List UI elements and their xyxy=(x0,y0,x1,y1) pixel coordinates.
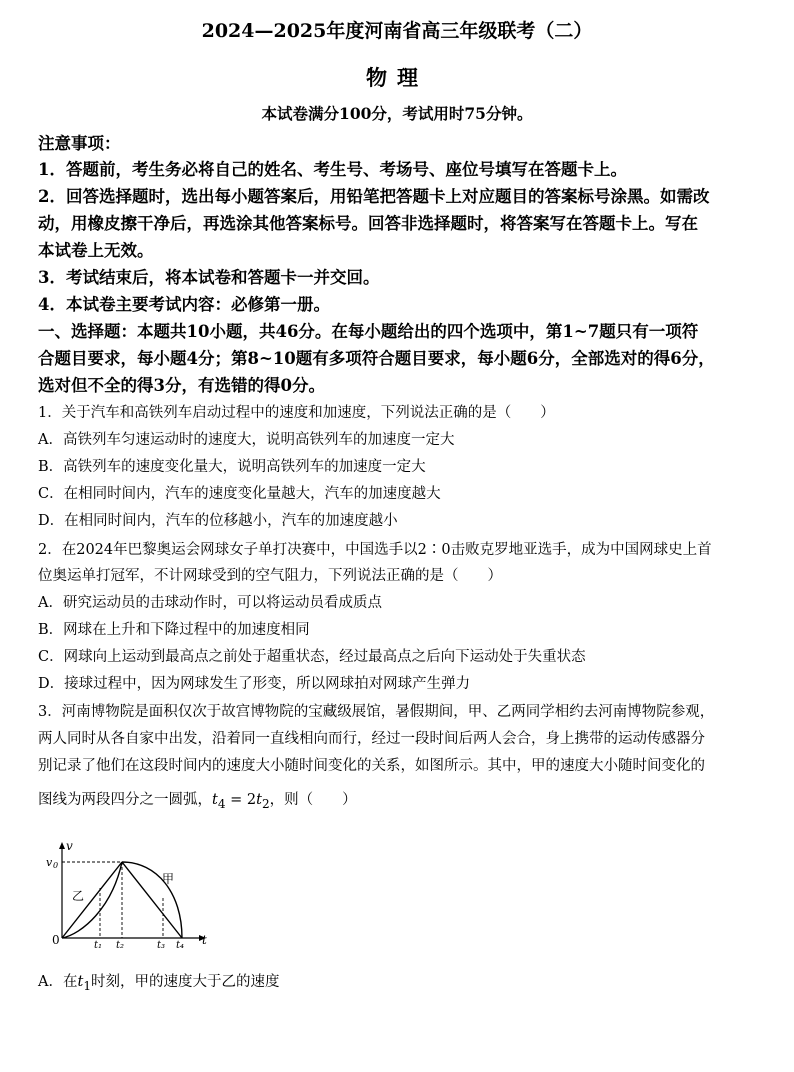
notice-item: 1．答题前，考生务必将自己的姓名、考生号、考场号、座位号填写在答题卡上。 xyxy=(38,160,627,179)
section-instruction: 合题目要求，每小题4分；第8~10题有多项符合题目要求，每小题6分，全部选对的得6分， xyxy=(38,349,715,368)
question-1-option-b: B．高铁列车的速度变化量大，说明高铁列车的加速度一定大 xyxy=(38,459,426,475)
label-jia: 甲 xyxy=(162,872,175,886)
t2-label: t₂ xyxy=(116,940,125,950)
v-axis-label: v xyxy=(66,839,73,853)
exam-info: 本试卷满分100分，考试用时75分钟。 xyxy=(261,104,533,123)
notice-item: 动，用橡皮擦干净后，再选涂其他答案标号。回答非选择题时，将答案写在答题卡上。写在 xyxy=(38,214,698,233)
question-2-option-d: D．接球过程中，因为网球发生了形变，所以网球拍对网球产生弹力 xyxy=(38,676,471,692)
question-2-stem: 位奥运单打冠军，不计网球受到的空气阻力，下列说法正确的是（ ） xyxy=(38,568,502,584)
question-3-stem: 3．河南博物院是面积仅次于故宫博物院的宝藏级展馆，暑假期间，甲、乙两同学相约去河南博物院参观， xyxy=(38,704,715,720)
t1-label: t₁ xyxy=(94,940,103,950)
section-instruction: 选对但不全的得3分，有选错的得0分。 xyxy=(38,376,325,395)
subject-title: 物理 xyxy=(366,65,428,90)
notice-item: 4．本试卷主要考试内容：必修第一册。 xyxy=(38,295,330,314)
notice-heading: 注意事项： xyxy=(38,134,121,153)
notice-item: 3．考试结束后，将本试卷和答题卡一并交回。 xyxy=(38,268,380,287)
question-3-option-a: A．在$t_1$时刻，甲的速度大于乙的速度 xyxy=(38,974,280,993)
section-instruction: 一、选择题：本题共10小题，共46分。在每小题给出的四个选项中，第1~7题只有一项符 xyxy=(38,322,699,341)
question-1-option-c: C．在相同时间内，汽车的速度变化量越大，汽车的加速度越大 xyxy=(38,486,441,502)
t-axis-label: t xyxy=(202,933,207,947)
question-2-option-a: A．研究运动员的击球动作时，可以将运动员看成质点 xyxy=(38,595,382,611)
v0-sub-label: 0 xyxy=(53,861,59,870)
t3-label: t₃ xyxy=(157,940,166,950)
question-3-stem: 别记录了他们在这段时间内的速度大小随时间变化的关系，如图所示。其中，甲的速度大小随时间变化的 xyxy=(38,758,705,774)
label-yi: 乙 xyxy=(72,889,85,903)
exam-title: 2024—2025年度河南省高三年级联考（二） xyxy=(201,20,593,42)
question-1-option-a: A．高铁列车匀速运动时的速度大，说明高铁列车的加速度一定大 xyxy=(38,432,455,448)
question-3-stem-last: 图线为两段四分之一圆弧，$t_4 = 2t_2$，则（ ） xyxy=(38,792,357,811)
v0-label: v xyxy=(46,856,53,869)
question-1-option-d: D．在相同时间内，汽车的位移越小，汽车的加速度越小 xyxy=(38,513,398,529)
notice-item: 2．回答选择题时，选出每小题答案后，用铅笔把答题卡上对应题目的答案标号涂黑。如需改 xyxy=(38,187,710,206)
t4-label: t₄ xyxy=(176,940,185,950)
question-2-option-b: B．网球在上升和下降过程中的加速度相同 xyxy=(38,622,310,638)
origin-label: 0 xyxy=(52,933,60,947)
velocity-time-graph xyxy=(42,838,232,950)
question-1-stem: 1．关于汽车和高铁列车启动过程中的速度和加速度，下列说法正确的是（ ） xyxy=(38,405,555,421)
question-3-stem: 两人同时从各自家中出发，沿着同一直线相向而行，经过一段时间后两人会合，身上携带的运动传感器分 xyxy=(38,731,705,747)
v-axis-arrow xyxy=(59,842,65,849)
line-yi-up xyxy=(62,862,122,938)
question-2-option-c: C．网球向上运动到最高点之前处于超重状态，经过最高点之后向下运动处于失重状态 xyxy=(38,649,586,665)
question-2-stem: 2．在2024年巴黎奥运会网球女子单打决赛中，中国选手以2∶0击败克罗地亚选手，成为中国网球史上首 xyxy=(38,542,712,558)
notice-item: 本试卷上无效。 xyxy=(38,241,154,260)
